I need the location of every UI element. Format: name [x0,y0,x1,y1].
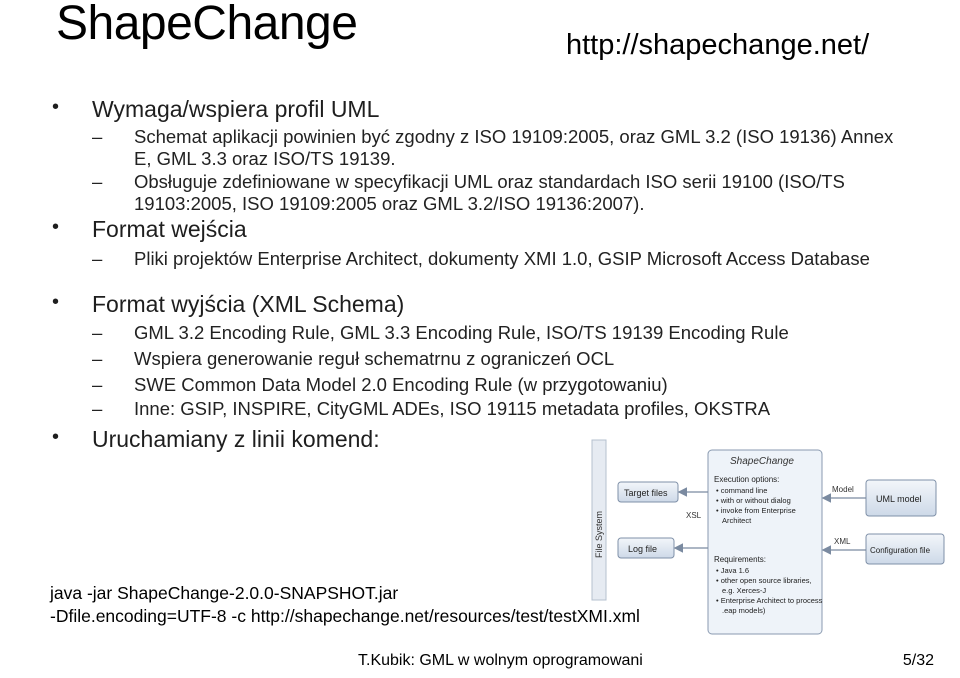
exec-option-1: • command line [716,486,768,495]
sub-bullet-schema-compliance: – Schemat aplikacji powinien być zgodny z ISO 19109:2005, oraz GML 3.2 (ISO 19136) Annex E, GML 3.3 oraz ISO/TS 19139. [134,126,894,170]
sub-bullet-supported-types: – Obsługuje zdefiniowane w specyfikacji UML oraz standardach ISO serii 19100 (ISO/TS 19103:2005, ISO 19109:2005 oraz GML 3.2/ISO 19136:2007). [134,171,894,215]
log-file-label: Log file [628,544,658,554]
requirement-1: • Java 1.6 [716,566,750,575]
sub-bullet-input-files: – Pliki projektów Enterprise Architect, dokumenty XMI 1.0, GSIP Microsoft Access Database [134,248,894,270]
footer-left-block [0,643,358,678]
bullet-uml-profile: • Wymaga/wspiera profil UML [92,96,379,124]
exec-option-3: • invoke from Enterprise [716,506,796,515]
requirement-2b: e.g. Xerces-J [722,586,767,595]
sub-bullet-encoding-rules: – GML 3.2 Encoding Rule, GML 3.3 Encoding Rule, ISO/TS 19139 Encoding Rule [134,322,894,344]
target-files-label: Target files [624,488,668,498]
slide-url[interactable]: http://shapechange.net/ [566,29,870,61]
footer-page-number: 5/32 [902,651,934,669]
sub-bullet-other-profiles: – Inne: GSIP, INSPIRE, CityGML ADEs, ISO 19115 metadata profiles, OKSTRA [134,398,894,420]
exec-options-title: Execution options: [714,475,780,484]
arrow-label-model: Model [832,485,854,494]
sub-bullet-schematron: – Wspiera generowanie reguł schematrnu z ograniczeń OCL [134,348,894,370]
requirement-3b: .eap models) [722,606,766,615]
arrow-label-xml: XML [834,537,851,546]
bullet-command-line: • Uruchamiany z linii komend: [92,426,380,454]
requirement-2: • other open source libraries, [716,576,812,585]
requirements-title: Requirements: [714,555,767,564]
bullet-input-format: • Format wejścia [92,216,247,244]
arrow-label-xsl: XSL [686,511,702,520]
command-line-1: java -jar ShapeChange-2.0.0-SNAPSHOT.jar [50,583,399,603]
sub-bullet-swe-common: – SWE Common Data Model 2.0 Encoding Rule (w przygotowaniu) [134,374,894,396]
shapechange-label: ShapeChange [730,456,794,467]
filesystem-label: File System [594,510,604,558]
bullet-output-format: • Format wyjścia (XML Schema) [92,291,404,319]
slide-title: ShapeChange [56,0,358,50]
footer-author: T.Kubik: GML w wolnym oprogramowani [358,651,643,669]
configuration-file-label: Configuration file [870,546,931,555]
exec-option-3b: Architect [722,516,752,525]
requirement-3: • Enterprise Architect to process [716,596,823,605]
slide-footer [0,643,960,678]
command-line-2: -Dfile.encoding=UTF-8 -c http://shapechange.net/resources/test/testXMI.xml [50,606,640,626]
uml-model-label: UML model [876,494,922,504]
exec-option-2: • with or without dialog [716,496,791,505]
